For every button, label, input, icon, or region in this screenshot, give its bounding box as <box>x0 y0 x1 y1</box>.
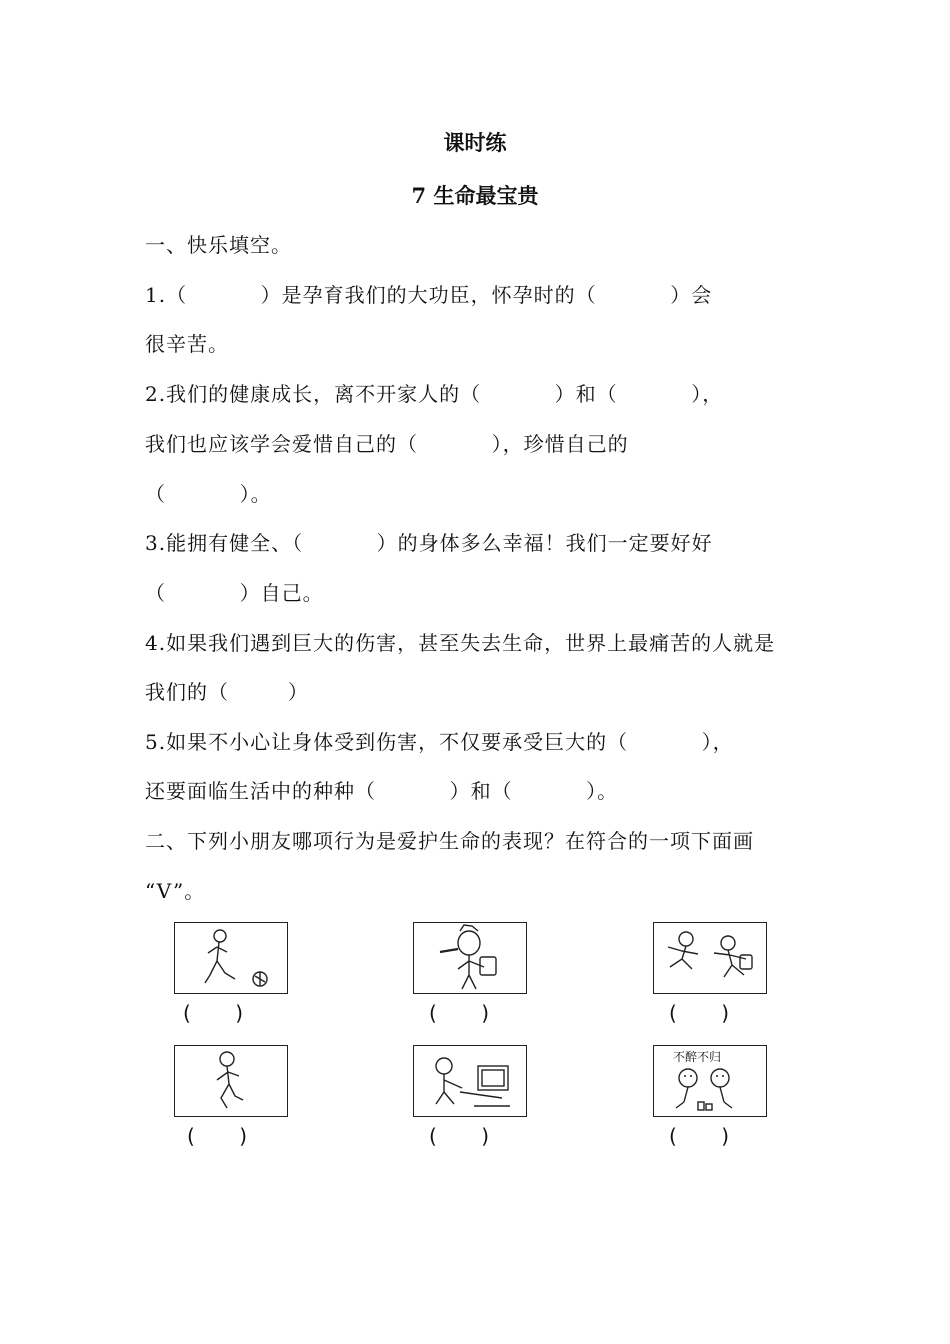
question-line: 2.我们的健康成长，离不开家人的（ ）和（ ）， <box>145 382 724 406</box>
question-line: 5.如果不小心让身体受到伤害，不仅要承受巨大的（ ）， <box>145 730 734 754</box>
children-chasing-icon <box>653 922 767 994</box>
drinking-sign-text: 不醉不归 <box>673 1050 722 1064</box>
question-line: 我们也应该学会爱惜自己的（ ），珍惜自己的 <box>145 432 629 456</box>
question-line: （ ）。 <box>145 482 272 506</box>
section2-heading-cont: “V”。 <box>145 879 206 903</box>
answer-blank[interactable]: ( ) <box>669 1124 730 1148</box>
answer-blank[interactable]: ( ) <box>183 1001 244 1025</box>
child-playing-soccer-icon <box>174 922 288 994</box>
question-line: 还要面临生活中的种种（ ）和（ ）。 <box>145 779 619 803</box>
question-line: （ ）自己。 <box>145 581 324 605</box>
child-running-icon <box>174 1045 288 1117</box>
question-line: 我们的（ ） <box>145 680 309 704</box>
answer-blank[interactable]: ( ) <box>429 1124 490 1148</box>
answer-blank[interactable]: ( ) <box>187 1124 248 1148</box>
section2-heading: 二、下列小朋友哪项行为是爱护生命的表现？在符合的一项下面画 <box>145 829 754 853</box>
question-line: 很辛苦。 <box>145 332 229 356</box>
lesson-title: 7 生命最宝贵 <box>411 183 539 208</box>
child-using-computer-icon <box>413 1045 527 1117</box>
question-line: 3.能拥有健全、（ ）的身体多么幸福！我们一定要好好 <box>145 531 713 555</box>
child-with-pencil-in-mouth-icon <box>413 922 527 994</box>
page-title: 课时练 <box>443 130 507 155</box>
answer-blank[interactable]: ( ) <box>669 1001 730 1025</box>
question-line: 1.（ ）是孕育我们的大功臣，怀孕时的（ ）会 <box>145 283 713 307</box>
section1-heading: 一、快乐填空。 <box>145 233 292 257</box>
answer-blank[interactable]: ( ) <box>429 1001 490 1025</box>
question-line: 4.如果我们遇到巨大的伤害，甚至失去生命，世界上最痛苦的人就是 <box>145 631 776 655</box>
